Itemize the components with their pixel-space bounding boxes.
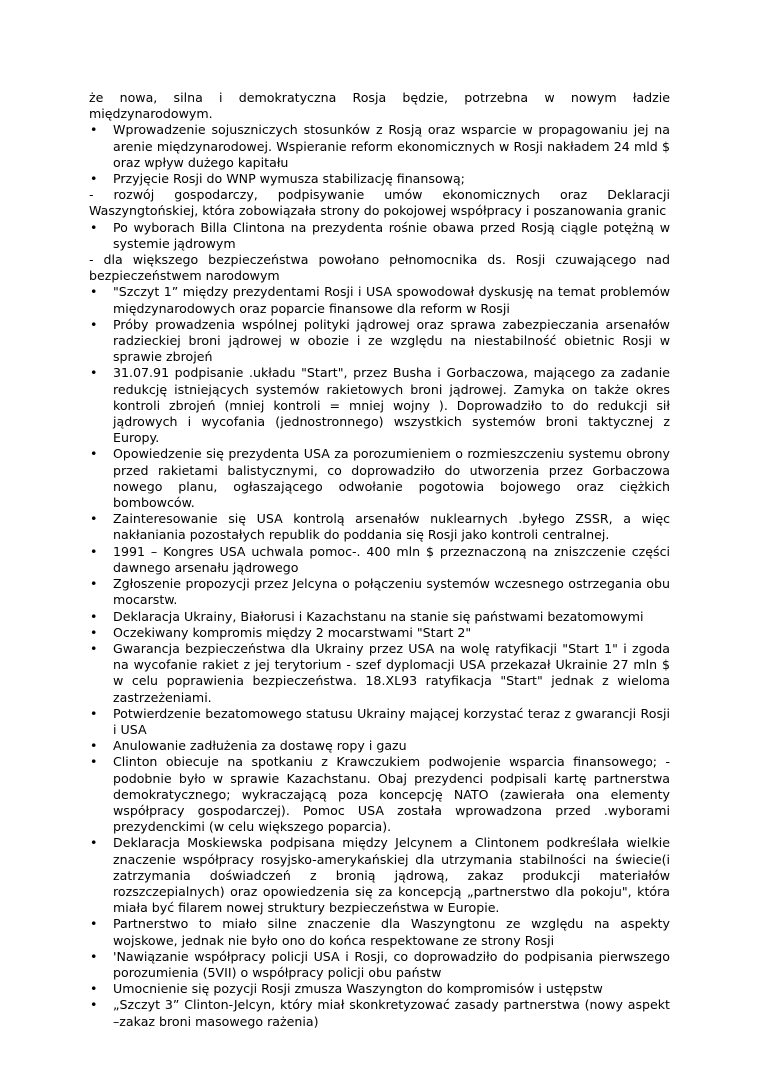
bullet-icon: • [90, 543, 98, 559]
list-item-text: 1991 – Kongres USA uchwala pomoc-. 400 mln $ przeznaczoną na zniszczenie części dawnego arsenału jądrowego [113, 543, 670, 575]
list-item [89, 122, 670, 171]
bullet-icon: • [90, 624, 98, 640]
list-item-text: Clinton obiecuje na spotkaniu z Krawczukiem podwojenie wsparcia finansowego; - podobnie było w sprawie Kazachstanu. Obaj prezydenci podpisali kartę partnerstwa demokratycznego; wykraczającą poza koncepcję NATO (zawierała ona elementy współpracy gospodarczej). Pomoc USA została wprowadzona przed .wyborami prezydenckimi (w celu większego poparcia). [113, 754, 670, 835]
list-item [89, 625, 670, 641]
paragraph: - rozwój gospodarczy, podpisywanie umów ekonomicznych oraz Deklaracji Waszyngtońskiej, która zobowiązała strony do pokojowej współpracy i poszanowania granic [89, 187, 670, 219]
bullet-icon: • [90, 122, 98, 138]
bullet-icon: • [90, 916, 98, 932]
list-item [89, 981, 670, 997]
list-item-text: Oczekiwany kompromis między 2 mocarstwami "Start 2" [113, 624, 472, 640]
list-item [89, 949, 670, 981]
bullet-icon: • [90, 754, 98, 770]
bullet-icon: • [90, 640, 98, 656]
bullet-icon: • [90, 316, 98, 332]
list-item-text: Umocnienie się pozycji Rosji zmusza Waszyngton do kompromisów i ustępstw [113, 981, 603, 997]
bullet-icon: • [90, 219, 98, 235]
list-item [89, 446, 670, 511]
document-page [89, 90, 670, 1030]
list-item [89, 171, 670, 187]
list-item [89, 365, 670, 446]
list-item-text: Anulowanie zadłużenia za dostawę ropy i gazu [113, 738, 407, 754]
list-item [89, 609, 670, 625]
list-item-text: Potwierdzenie bezatomowego statusu Ukrainy mającej korzystać teraz z gwarancji Rosji i USA [113, 705, 670, 737]
paragraph: że nowa, silna i demokratyczna Rosja będzie, potrzebna w nowym ładzie międzynarodowym. [89, 90, 670, 122]
list-item-text: Próby prowadzenia wspólnej polityki jądrowej oraz sprawa zabezpieczania arsenałów radzieckiej broni jądrowej w obozie i ze względu na niestabilność obietnic Rosji w sprawie zbrojeń [113, 316, 670, 365]
list-item-text: 31.07.91 podpisanie .układu "Start", przez Busha i Gorbaczowa, mającego za zadanie redukcję istniejących systemów rakietowych broni jądrowej. Zamyka on także okres kontroli zbrojeń (mniej kontroli = mniej wojny ). Doprowadziło to do redukcji sił jądrowych i wycofania (jednostronnego) wszystkich systemów broni taktycznej z Europy. [113, 365, 670, 446]
bullet-icon: • [90, 446, 98, 462]
bullet-icon: • [90, 576, 98, 592]
list-item-text: Deklaracja Ukrainy, Białorusi i Kazachstanu na stanie się państwami bezatomowymi [113, 608, 644, 624]
list-item [89, 511, 670, 543]
list-item [89, 576, 670, 608]
list-item [89, 738, 670, 754]
bullet-list [89, 122, 670, 187]
list-item [89, 754, 670, 835]
list-item-text: Partnerstwo to miało silne znaczenie dla Waszyngtonu ze względu na aspekty wojskowe, jednak nie było ono do końca respektowane ze strony Rosji [113, 916, 670, 948]
list-item [89, 916, 670, 948]
list-item-text: Deklaracja Moskiewska podpisana między Jelcynem a Clintonem podkreślała wielkie znaczenie współpracy rosyjsko-amerykańskiej dla utrzymania stabilności na świecie(i zatrzymania doświadczeń z bronią jądrową, zakaz produkcji materiałów rozszczepialnych) oraz opowiedzenia się za koncepcją „partnerstwo dla pokoju", która miała być filarem nowej struktury bezpieczeństwa w Europie. [113, 835, 670, 916]
bullet-list [89, 220, 670, 252]
list-item-text: 'Nawiązanie współpracy policji USA i Rosji, co doprowadziło do podpisania pierwszego porozumienia (5VII) o współpracy policji obu państw [113, 948, 670, 980]
list-item-text: „Szczyt 3” Clinton-Jelcyn, który miał skonkretyzować zasady partnerstwa (nowy aspekt –zakaz broni masowego rażenia) [113, 997, 670, 1029]
list-item [89, 544, 670, 576]
bullet-icon: • [90, 608, 98, 624]
bullet-icon: • [90, 365, 98, 381]
list-item [89, 220, 670, 252]
bullet-icon: • [90, 738, 98, 754]
bullet-icon: • [90, 997, 98, 1013]
list-item [89, 835, 670, 916]
bullet-icon: • [90, 948, 98, 964]
list-item-text: Zainteresowanie się USA kontrolą arsenałów nuklearnych .byłego ZSSR, a więc nakłaniania pozostałych republik do poddania się Rosji jako kontroli centralnej. [113, 511, 670, 543]
list-item-text: "Szczyt 1” między prezydentami Rosji i USA spowodował dyskusję na temat problemów międzynarodowych oraz poparcie finansowe dla reform w Rosji [113, 284, 670, 316]
list-item-text: Przyjęcie Rosji do WNP wymusza stabilizację finansową; [113, 171, 465, 187]
bullet-icon: • [90, 835, 98, 851]
list-item-text: Po wyborach Billa Clintona na prezydenta rośnie obawa przed Rosją ciągle potężną w systemie jądrowym [113, 219, 670, 251]
list-item [89, 706, 670, 738]
bullet-icon: • [90, 171, 98, 187]
bullet-icon: • [90, 705, 98, 721]
list-item-text: Gwarancja bezpieczeństwa dla Ukrainy przez USA na wolę ratyfikacji "Start 1" i zgoda na wycofanie rakiet z jej terytorium - szef dyplomacji USA przekazał Ukrainie 27 mln $ w celu poprawienia bezpieczeństwa. 18.XL93 ratyfikacja "Start" jednak z wieloma zastrzeżeniami. [113, 640, 670, 705]
bullet-list [89, 284, 670, 1029]
list-item-text: Opowiedzenie się prezydenta USA za porozumieniem o rozmieszczeniu systemu obrony przed rakietami balistycznymi, co doprowadziło do utworzenia przez Gorbaczowa nowego planu, ogłaszającego odwołanie pogotowia bojowego oraz ciężkich bombowców. [113, 446, 670, 511]
list-item [89, 997, 670, 1029]
bullet-icon: • [90, 511, 98, 527]
list-item [89, 317, 670, 366]
paragraph: - dla większego bezpieczeństwa powołano pełnomocnika ds. Rosji czuwającego nad bezpieczeństwem narodowym [89, 252, 670, 284]
list-item-text: Zgłoszenie propozycji przez Jelcyna o połączeniu systemów wczesnego ostrzegania obu mocarstw. [113, 576, 670, 608]
list-item [89, 284, 670, 316]
bullet-icon: • [90, 981, 98, 997]
list-item-text: Wprowadzenie sojuszniczych stosunków z Rosją oraz wsparcie w propagowaniu jej na arenie międzynarodowej. Wspieranie reform ekonomicznych w Rosji nakładem 24 mld $ oraz wpływ dużego kapitału [113, 122, 670, 170]
bullet-icon: • [90, 284, 98, 300]
list-item [89, 641, 670, 706]
